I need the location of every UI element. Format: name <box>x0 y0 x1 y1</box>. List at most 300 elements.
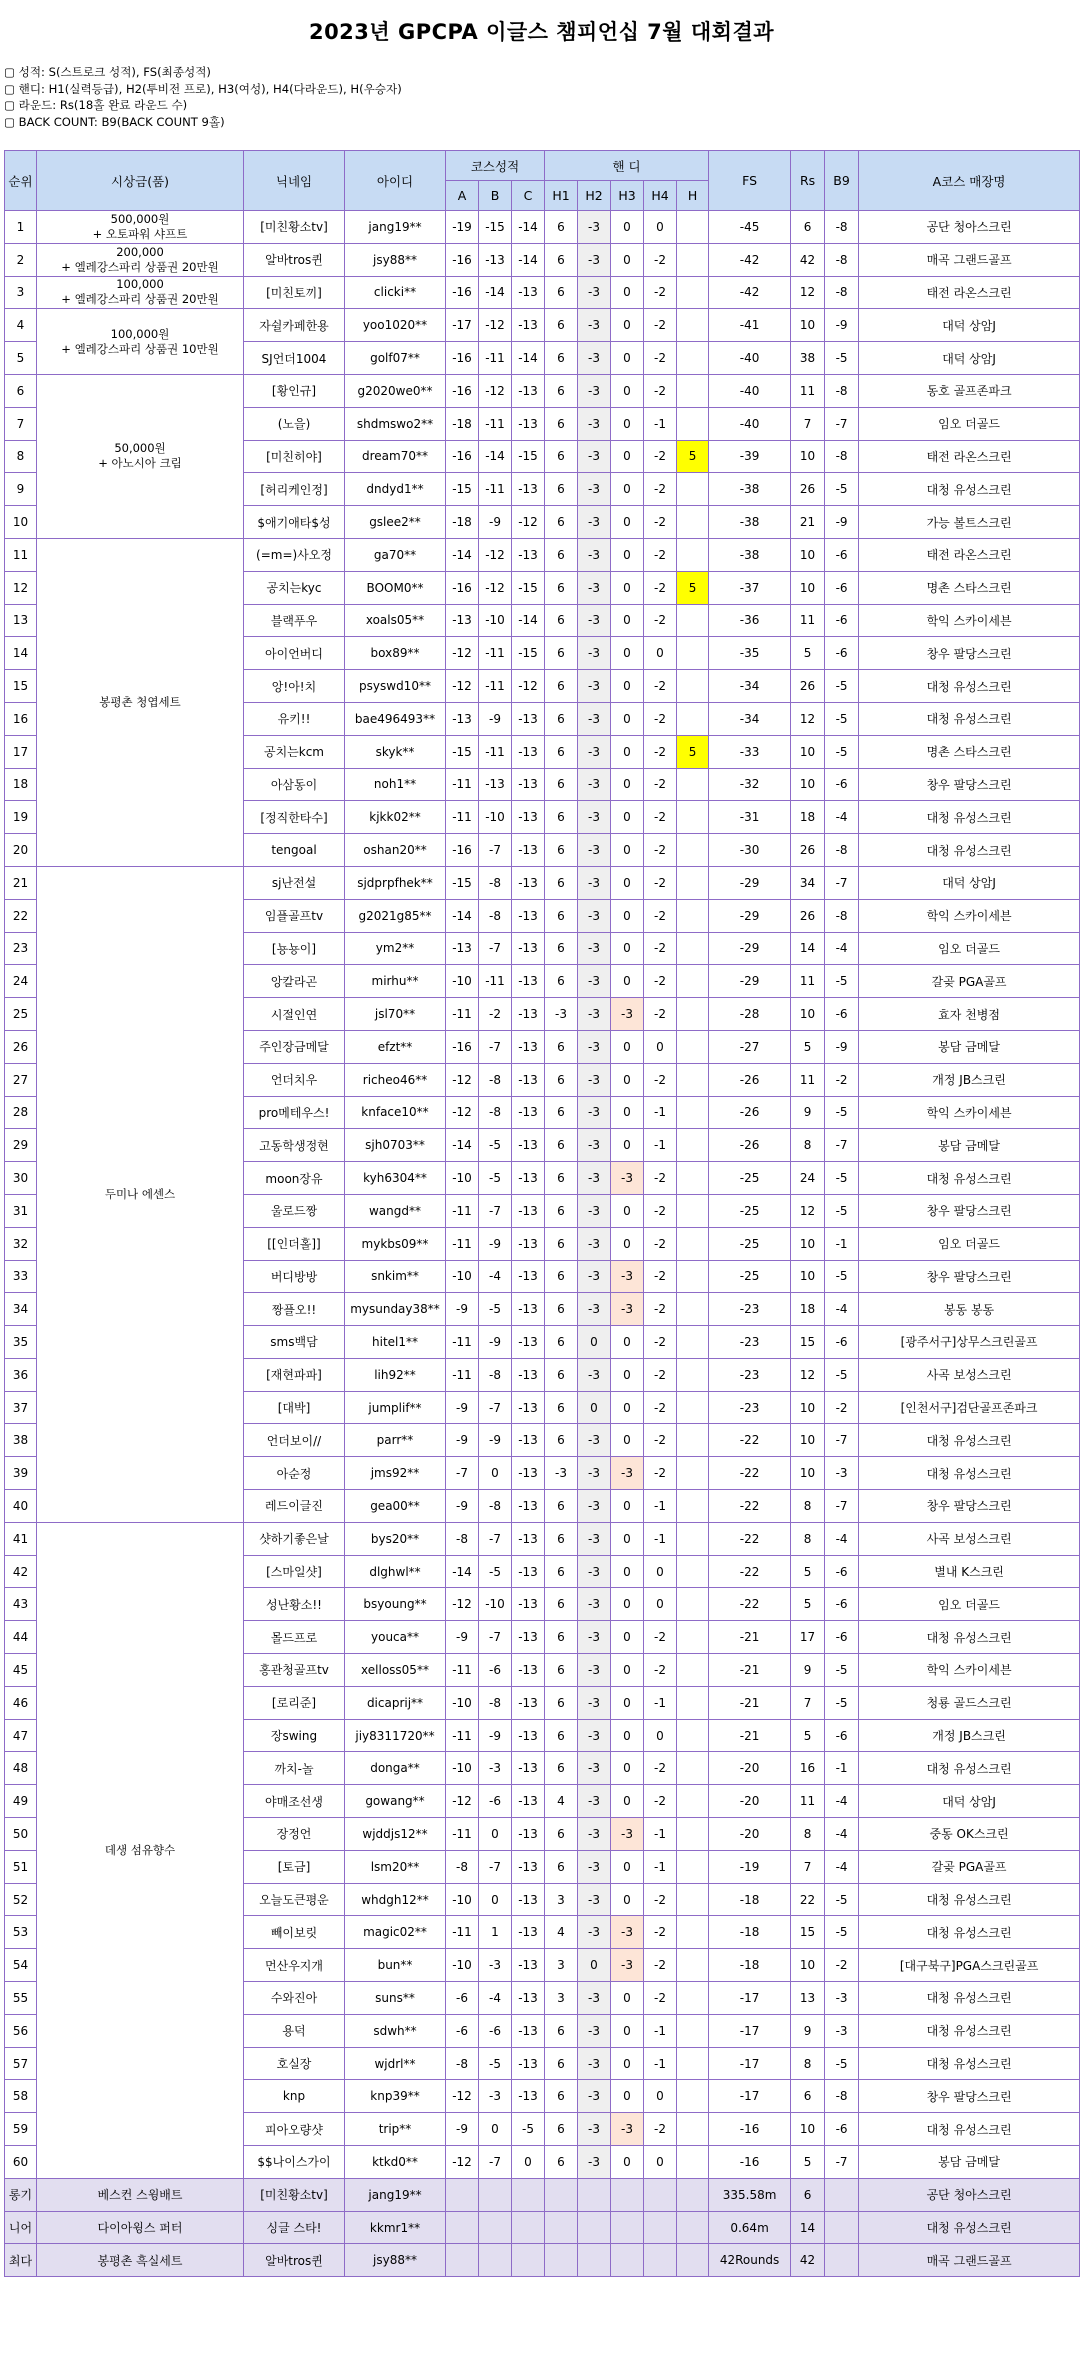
h1-cell: 6 <box>545 801 578 834</box>
fs-cell: -25 <box>709 1194 791 1227</box>
score-a-cell: -11 <box>446 801 479 834</box>
rank-cell: 49 <box>5 1785 37 1818</box>
store-cell: 대청 유성스크린 <box>859 1621 1080 1654</box>
h4-cell: -2 <box>644 1752 677 1785</box>
nickname-cell: 언더치우 <box>244 1063 345 1096</box>
id-cell: xoals05** <box>345 604 446 637</box>
h4-cell: -2 <box>644 670 677 703</box>
score-a-cell: -12 <box>446 637 479 670</box>
award-prize-cell: 베스컨 스윙배트 <box>37 2178 244 2211</box>
h3-cell: 0 <box>611 1227 644 1260</box>
nickname-cell: 주인장금메달 <box>244 1030 345 1063</box>
rs-cell: 10 <box>791 309 825 342</box>
id-cell: suns** <box>345 1982 446 2015</box>
h-cell <box>677 1326 709 1359</box>
b9-cell: -5 <box>825 1194 859 1227</box>
store-cell: 사곡 보성스크린 <box>859 1358 1080 1391</box>
h2-cell: -3 <box>578 702 611 735</box>
header-store: A코스 매장명 <box>859 151 1080 211</box>
store-cell: 대청 유성스크린 <box>859 834 1080 867</box>
store-cell: 갈곶 PGA골프 <box>859 1850 1080 1883</box>
nickname-cell: [정직한타수] <box>244 801 345 834</box>
h4-cell: -2 <box>644 1883 677 1916</box>
h1-cell: 6 <box>545 538 578 571</box>
store-cell: 대청 유성스크린 <box>859 2211 1080 2244</box>
empty-cell <box>677 2211 709 2244</box>
rs-cell: 21 <box>791 506 825 539</box>
nickname-cell: 알바tros퀸 <box>244 2244 345 2277</box>
rs-cell: 8 <box>791 1129 825 1162</box>
b9-cell: -7 <box>825 866 859 899</box>
h4-cell: -1 <box>644 1850 677 1883</box>
rank-cell: 31 <box>5 1194 37 1227</box>
h2-cell: -3 <box>578 1654 611 1687</box>
header-h2: H2 <box>578 181 611 211</box>
id-cell: box89** <box>345 637 446 670</box>
b9-cell: -7 <box>825 1129 859 1162</box>
store-cell: 태전 라온스크린 <box>859 440 1080 473</box>
fs-cell: -23 <box>709 1293 791 1326</box>
b9-cell: -8 <box>825 899 859 932</box>
score-a-cell: -14 <box>446 899 479 932</box>
score-c-cell: -13 <box>512 1621 545 1654</box>
score-a-cell: -11 <box>446 1818 479 1851</box>
empty-cell <box>611 2244 644 2277</box>
rs-cell: 7 <box>791 407 825 440</box>
h3-cell: 0 <box>611 2146 644 2179</box>
h2-cell: 0 <box>578 1949 611 1982</box>
score-c-cell: -13 <box>512 1654 545 1687</box>
score-b-cell: -11 <box>479 407 512 440</box>
store-cell: 대덕 상암J <box>859 309 1080 342</box>
score-c-cell: -13 <box>512 899 545 932</box>
id-cell: dicaprij** <box>345 1686 446 1719</box>
id-cell: richeo46** <box>345 1063 446 1096</box>
b9-cell: -5 <box>825 1916 859 1949</box>
h1-cell: 6 <box>545 473 578 506</box>
score-b-cell: -7 <box>479 1621 512 1654</box>
store-cell: 대덕 상암J <box>859 866 1080 899</box>
rank-cell: 26 <box>5 1030 37 1063</box>
h-cell <box>677 998 709 1031</box>
note-score: ▢ 성적: S(스트로크 성적), FS(최종성적) <box>4 65 211 79</box>
store-cell: 가능 볼트스크린 <box>859 506 1080 539</box>
h1-cell: -3 <box>545 1457 578 1490</box>
nickname-cell: moon장유 <box>244 1162 345 1195</box>
score-c-cell: -13 <box>512 1916 545 1949</box>
rank-cell: 10 <box>5 506 37 539</box>
store-cell: 대덕 상암J <box>859 342 1080 375</box>
score-b-cell: -4 <box>479 1260 512 1293</box>
award-value-cell: 0.64m <box>709 2211 791 2244</box>
nickname-cell: 블랙푸우 <box>244 604 345 637</box>
b9-cell: -4 <box>825 1293 859 1326</box>
id-cell: mirhu** <box>345 965 446 998</box>
rs-cell: 42 <box>791 2244 825 2277</box>
prize-cell: 100,000 + 엘레강스파리 상품권 20만원 <box>37 276 244 309</box>
b9-cell: -8 <box>825 211 859 244</box>
id-cell: lih92** <box>345 1358 446 1391</box>
h3-cell: 0 <box>611 276 644 309</box>
empty-cell <box>512 2178 545 2211</box>
id-cell: g2020we0** <box>345 374 446 407</box>
h1-cell: 6 <box>545 243 578 276</box>
b9-cell: -4 <box>825 801 859 834</box>
score-c-cell: -13 <box>512 407 545 440</box>
h4-cell: -2 <box>644 506 677 539</box>
id-cell: jumplif** <box>345 1391 446 1424</box>
nickname-cell: 공치는kcm <box>244 735 345 768</box>
score-a-cell: -10 <box>446 1162 479 1195</box>
score-b-cell: -7 <box>479 1194 512 1227</box>
header-h3: H3 <box>611 181 644 211</box>
rank-cell: 18 <box>5 768 37 801</box>
score-a-cell: -9 <box>446 2113 479 2146</box>
fs-cell: -38 <box>709 506 791 539</box>
note-handi: ▢ 핸디: H1(실력등급), H2(투비전 프로), H3(여성), H4(다라운드), H(우승자) <box>4 81 402 96</box>
fs-cell: -22 <box>709 1490 791 1523</box>
store-cell: 창우 팔당스크린 <box>859 768 1080 801</box>
h-cell <box>677 309 709 342</box>
rank-cell: 14 <box>5 637 37 670</box>
score-a-cell: -10 <box>446 1752 479 1785</box>
prize-cell: 200,000 + 엘레강스파리 상품권 20만원 <box>37 243 244 276</box>
id-cell: efzt** <box>345 1030 446 1063</box>
h-cell <box>677 1588 709 1621</box>
score-c-cell: -13 <box>512 1457 545 1490</box>
score-c-cell: -13 <box>512 2014 545 2047</box>
rs-cell: 26 <box>791 670 825 703</box>
h-cell <box>677 604 709 637</box>
score-a-cell: -9 <box>446 1391 479 1424</box>
store-cell: 임오 더골드 <box>859 407 1080 440</box>
b9-cell: -7 <box>825 407 859 440</box>
fs-cell: -17 <box>709 2014 791 2047</box>
h3-cell: 0 <box>611 801 644 834</box>
id-cell: g2021g85** <box>345 899 446 932</box>
rank-cell: 29 <box>5 1129 37 1162</box>
score-c-cell: -13 <box>512 1391 545 1424</box>
rank-cell: 30 <box>5 1162 37 1195</box>
nickname-cell: [재현파파] <box>244 1358 345 1391</box>
h3-cell: 0 <box>611 899 644 932</box>
nickname-cell: [[인더홀]] <box>244 1227 345 1260</box>
nickname-cell: 임플골프tv <box>244 899 345 932</box>
h2-cell: -3 <box>578 899 611 932</box>
rank-cell: 53 <box>5 1916 37 1949</box>
score-a-cell: -6 <box>446 2014 479 2047</box>
score-b-cell: -11 <box>479 637 512 670</box>
h3-cell: 0 <box>611 604 644 637</box>
h4-cell: -2 <box>644 1621 677 1654</box>
b9-cell: -6 <box>825 2113 859 2146</box>
nickname-cell: 앙칼라곤 <box>244 965 345 998</box>
h-cell <box>677 1260 709 1293</box>
score-c-cell: -13 <box>512 1588 545 1621</box>
h3-cell: -3 <box>611 1162 644 1195</box>
b9-cell: -3 <box>825 1982 859 2015</box>
fs-cell: -22 <box>709 1555 791 1588</box>
b9-cell: -5 <box>825 670 859 703</box>
rs-cell: 5 <box>791 2146 825 2179</box>
header-course: 코스성적 <box>446 151 545 181</box>
h3-cell: 0 <box>611 866 644 899</box>
rank-cell: 20 <box>5 834 37 867</box>
score-c-cell: -13 <box>512 735 545 768</box>
h3-cell: 0 <box>611 1522 644 1555</box>
rs-cell: 11 <box>791 374 825 407</box>
h-cell <box>677 1457 709 1490</box>
h4-cell: -2 <box>644 1358 677 1391</box>
fs-cell: -30 <box>709 834 791 867</box>
score-c-cell: -13 <box>512 768 545 801</box>
id-cell: knface10** <box>345 1096 446 1129</box>
h3-cell: 0 <box>611 932 644 965</box>
store-cell: 사곡 보성스크린 <box>859 1522 1080 1555</box>
h-cell <box>677 243 709 276</box>
score-a-cell: -10 <box>446 1949 479 1982</box>
h1-cell: 6 <box>545 1358 578 1391</box>
fs-cell: -22 <box>709 1588 791 1621</box>
score-c-cell: -13 <box>512 1293 545 1326</box>
rs-cell: 24 <box>791 1162 825 1195</box>
nickname-cell: [로리준] <box>244 1686 345 1719</box>
empty-cell <box>446 2244 479 2277</box>
id-cell: ktkd0** <box>345 2146 446 2179</box>
rank-cell: 5 <box>5 342 37 375</box>
empty-cell <box>545 2211 578 2244</box>
h2-cell: -3 <box>578 998 611 1031</box>
fs-cell: -18 <box>709 1916 791 1949</box>
h1-cell: 3 <box>545 1949 578 1982</box>
score-c-cell: -13 <box>512 965 545 998</box>
store-cell: 대청 유성스크린 <box>859 2047 1080 2080</box>
score-b-cell: 0 <box>479 1818 512 1851</box>
id-cell: dream70** <box>345 440 446 473</box>
score-a-cell: -11 <box>446 1194 479 1227</box>
fs-cell: -25 <box>709 1227 791 1260</box>
rs-cell: 8 <box>791 1490 825 1523</box>
h-cell <box>677 2080 709 2113</box>
rank-cell: 41 <box>5 1522 37 1555</box>
h3-cell: -3 <box>611 1818 644 1851</box>
h1-cell: 6 <box>545 1850 578 1883</box>
fs-cell: -39 <box>709 440 791 473</box>
score-b-cell: -11 <box>479 473 512 506</box>
h2-cell: -3 <box>578 1916 611 1949</box>
empty-cell <box>644 2244 677 2277</box>
rs-cell: 12 <box>791 702 825 735</box>
rs-cell: 10 <box>791 2113 825 2146</box>
results-table <box>4 150 1080 2277</box>
rs-cell: 10 <box>791 1260 825 1293</box>
h3-cell: 0 <box>611 440 644 473</box>
h-cell <box>677 1883 709 1916</box>
nickname-cell: 레드이글진 <box>244 1490 345 1523</box>
score-a-cell: -14 <box>446 1129 479 1162</box>
h-cell <box>677 1030 709 1063</box>
rank-cell: 27 <box>5 1063 37 1096</box>
rs-cell: 14 <box>791 2211 825 2244</box>
id-cell: skyk** <box>345 735 446 768</box>
h-cell <box>677 768 709 801</box>
rs-cell: 10 <box>791 538 825 571</box>
h3-cell: 0 <box>611 1982 644 2015</box>
table-row <box>5 211 1080 244</box>
store-cell: 명촌 스타스크린 <box>859 735 1080 768</box>
nickname-cell: 까치-놀 <box>244 1752 345 1785</box>
id-cell: oshan20** <box>345 834 446 867</box>
rs-cell: 15 <box>791 1916 825 1949</box>
h-cell <box>677 1293 709 1326</box>
h1-cell: 6 <box>545 866 578 899</box>
store-cell: [대구북구]PGA스크린골프 <box>859 1949 1080 1982</box>
rs-cell: 10 <box>791 735 825 768</box>
fs-cell: -21 <box>709 1621 791 1654</box>
h-cell <box>677 538 709 571</box>
h2-cell: -3 <box>578 1293 611 1326</box>
score-c-cell: -13 <box>512 374 545 407</box>
h1-cell: 6 <box>545 1326 578 1359</box>
id-cell: parr** <box>345 1424 446 1457</box>
store-cell: [인천서구]검단골프존파크 <box>859 1391 1080 1424</box>
h3-cell: 0 <box>611 538 644 571</box>
store-cell: 대청 유성스크린 <box>859 1162 1080 1195</box>
empty-cell <box>611 2178 644 2211</box>
h1-cell: 6 <box>545 1752 578 1785</box>
b9-cell: -8 <box>825 834 859 867</box>
h2-cell: -3 <box>578 1162 611 1195</box>
h2-cell: -3 <box>578 1555 611 1588</box>
h1-cell: 6 <box>545 1522 578 1555</box>
table-row <box>5 538 1080 571</box>
nickname-cell: 피아오량샷 <box>244 2113 345 2146</box>
h2-cell: -3 <box>578 1030 611 1063</box>
score-a-cell: -11 <box>446 1916 479 1949</box>
nickname-cell: [허리케인정] <box>244 473 345 506</box>
h4-cell: -2 <box>644 538 677 571</box>
h-cell <box>677 1982 709 2015</box>
score-a-cell: -12 <box>446 2146 479 2179</box>
nickname-cell: [미친토끼] <box>244 276 345 309</box>
b9-cell: -8 <box>825 276 859 309</box>
h4-cell: -1 <box>644 407 677 440</box>
score-b-cell: -9 <box>479 506 512 539</box>
score-b-cell: -9 <box>479 1719 512 1752</box>
nickname-cell: [대박] <box>244 1391 345 1424</box>
nickname-cell: 자쉴카페한용 <box>244 309 345 342</box>
score-a-cell: -16 <box>446 243 479 276</box>
h4-cell: -2 <box>644 604 677 637</box>
h3-cell: -3 <box>611 1916 644 1949</box>
id-cell: BOOM0** <box>345 571 446 604</box>
id-cell: yoo1020** <box>345 309 446 342</box>
header-h1: H1 <box>545 181 578 211</box>
h1-cell: 6 <box>545 1424 578 1457</box>
rs-cell: 11 <box>791 604 825 637</box>
h-cell <box>677 1162 709 1195</box>
rs-cell: 26 <box>791 899 825 932</box>
score-c-cell: -13 <box>512 1752 545 1785</box>
rank-cell: 15 <box>5 670 37 703</box>
rank-cell: 24 <box>5 965 37 998</box>
h1-cell: 6 <box>545 1654 578 1687</box>
header-rs: Rs <box>791 151 825 211</box>
rank-cell: 33 <box>5 1260 37 1293</box>
h1-cell: 6 <box>545 1162 578 1195</box>
award-value-cell: 42Rounds <box>709 2244 791 2277</box>
id-cell: gslee2** <box>345 506 446 539</box>
header-h4: H4 <box>644 181 677 211</box>
h1-cell: 6 <box>545 1490 578 1523</box>
prize-cell: 100,000원 + 엘레강스파리 상품권 10만원 <box>37 309 244 375</box>
score-b-cell: -7 <box>479 932 512 965</box>
b9-cell: -2 <box>825 1949 859 1982</box>
b9-cell: -4 <box>825 1785 859 1818</box>
table-row <box>5 309 1080 342</box>
h2-cell: -3 <box>578 1457 611 1490</box>
score-b-cell: -5 <box>479 1293 512 1326</box>
rank-cell: 47 <box>5 1719 37 1752</box>
h4-cell: -2 <box>644 1162 677 1195</box>
fs-cell: -40 <box>709 374 791 407</box>
h2-cell: -3 <box>578 1522 611 1555</box>
h4-cell: -1 <box>644 1490 677 1523</box>
h4-cell: -1 <box>644 1096 677 1129</box>
score-b-cell: -2 <box>479 998 512 1031</box>
h2-cell: -3 <box>578 2113 611 2146</box>
rank-cell: 13 <box>5 604 37 637</box>
id-cell: ym2** <box>345 932 446 965</box>
id-cell: psyswd10** <box>345 670 446 703</box>
empty-cell <box>446 2211 479 2244</box>
h-cell <box>677 1424 709 1457</box>
h4-cell: -2 <box>644 374 677 407</box>
h4-cell: -2 <box>644 473 677 506</box>
b9-cell: -9 <box>825 309 859 342</box>
score-c-cell: -13 <box>512 2047 545 2080</box>
h2-cell: -3 <box>578 276 611 309</box>
h2-cell: -3 <box>578 506 611 539</box>
score-b-cell: -11 <box>479 670 512 703</box>
rank-cell: 34 <box>5 1293 37 1326</box>
score-c-cell: -13 <box>512 276 545 309</box>
h2-cell: -3 <box>578 2047 611 2080</box>
nickname-cell: sms백담 <box>244 1326 345 1359</box>
nickname-cell: 시절인연 <box>244 998 345 1031</box>
score-a-cell: -17 <box>446 309 479 342</box>
id-cell: donga** <box>345 1752 446 1785</box>
id-cell: noh1** <box>345 768 446 801</box>
score-b-cell: -12 <box>479 374 512 407</box>
h3-cell: 0 <box>611 1686 644 1719</box>
score-c-cell: -13 <box>512 1162 545 1195</box>
rs-cell: 11 <box>791 1063 825 1096</box>
header-b: B <box>479 181 512 211</box>
score-c-cell: -13 <box>512 1129 545 1162</box>
h1-cell: 6 <box>545 342 578 375</box>
rank-cell: 45 <box>5 1654 37 1687</box>
b9-cell: -8 <box>825 2080 859 2113</box>
rs-cell: 6 <box>791 2080 825 2113</box>
id-cell: sdwh** <box>345 2014 446 2047</box>
fs-cell: -22 <box>709 1424 791 1457</box>
score-c-cell: -13 <box>512 1818 545 1851</box>
award-value-cell: 335.58m <box>709 2178 791 2211</box>
id-cell: bys20** <box>345 1522 446 1555</box>
fs-cell: -22 <box>709 1522 791 1555</box>
h-cell <box>677 1686 709 1719</box>
